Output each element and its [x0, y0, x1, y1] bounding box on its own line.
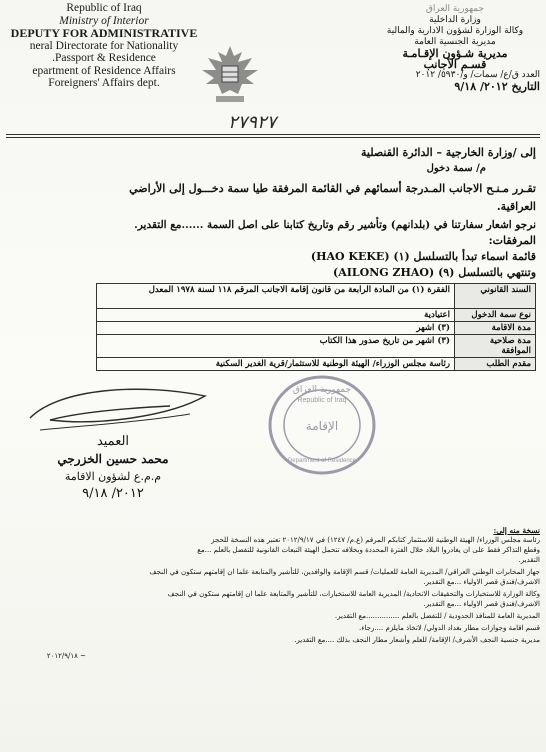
- svg-text:Department of Residence: Department of Residence: [287, 458, 357, 464]
- body-list-end: وتنتهي بالتسلسل (٩) (AILONG ZHAO): [332, 266, 536, 279]
- body-list-start: قائمة اسماء تبدأ بالتسلسل (١) (HAO KEKE): [310, 250, 536, 263]
- body-attachments: المرفقات:: [488, 234, 536, 247]
- header-en-line7: Foreigners' Affairs dept.: [48, 77, 160, 89]
- body-para1: تقـرر مـنـح الاجانب المـدرجة أسمائهم في القائمة المرفقة طيا سمة دخـــول إلى الأراضي: [129, 182, 536, 195]
- copy-to-line: مديرية جنسية النجف الأشرف/ الإقامة/ للعلم وأشعار مطار النجف بذلك ....مع التقدير.: [294, 636, 540, 644]
- table-label: مدة صلاحية الموافقة: [455, 335, 536, 358]
- visa-info-table: [96, 283, 536, 371]
- header-ar-line1: وزارة الداخلية: [429, 15, 481, 25]
- table-label: مقدم الطلب: [455, 358, 536, 371]
- table-value: (٣) اشهر من تاريخ صدور هذا الكتاب: [97, 335, 455, 358]
- copy-to-line: وكالة الوزارة للاستخبارات والتحقيقات الاتحادية/ المديرية العامة للاستخبارات، للتأشير والمتابعة علما ان إقامتهم ستكون في النجف: [167, 590, 540, 598]
- header-ar-line2: وكالة الوزارة لشؤون الادارية والمالية: [386, 26, 524, 36]
- header-ar-line4: مديرية شـؤون الإقـامـة: [402, 47, 508, 60]
- svg-text:جمهورية العراق: جمهورية العراق: [292, 385, 352, 395]
- copy-to-footer: ٢٠١٢/٩/١٨ ~: [46, 652, 86, 660]
- header-en-line5: .Passport & Residence: [52, 52, 156, 64]
- svg-text:الإقامة: الإقامة: [305, 419, 339, 433]
- svg-text:Republic of Iraq: Republic of Iraq: [297, 397, 347, 404]
- addressee-to: إلى /وزارة الخارجية – الدائرة القنصلية: [360, 146, 536, 159]
- copy-to-line: التقدير.: [518, 556, 540, 564]
- table-row: [97, 322, 536, 335]
- body-para1b: العراقية.: [496, 200, 536, 213]
- table-row: [97, 358, 536, 371]
- copy-to-line: قسم اقامة وجوازات مطار بغداد الدولي/ لاتخاذ مايلزم ....رجاء.: [359, 624, 540, 632]
- copy-to-heading: نسخة منه إلى:: [493, 526, 540, 535]
- table-row: [97, 335, 536, 358]
- header-en-line6: epartment of Residence Affairs: [32, 64, 176, 77]
- signature-title: العميد: [96, 434, 130, 449]
- table-value: الفقرة (١) من المادة الرابعة من قانون إقامة الاجانب المرقم ١١٨ لسنة ١٩٧٨ المعدل: [97, 284, 455, 309]
- handwritten-signature: [20, 378, 220, 438]
- header-en-line4: neral Directorate for Nationality: [29, 39, 179, 52]
- signature-name: محمد حسين الخزرجي: [57, 452, 169, 466]
- table-row: [97, 284, 536, 309]
- header-ar-number: العدد ق/ع/ سمات/ و/٥٩٣٠/ ٢٠١٢: [415, 70, 540, 80]
- copy-to-line: جهاز المخابرات الوطني العراقي/ المديرية العامة للعمليات/ قسم الإقامة والوافدين، للتأشير والمتابعة علما ان إقامتهم ستكون في النجف: [149, 568, 540, 576]
- table-value: اعتيادية: [97, 309, 455, 322]
- signature-date: ٢٠١٢/ ٩/١٨: [82, 486, 144, 501]
- header-ar-line3: مديرية الجنسية العامة: [414, 37, 496, 47]
- copy-to-line: المديرية العامة للمنافذ الحدودية / للتفضل بالعلم ...............مع التقدير.: [334, 612, 540, 620]
- table-value: (٣) اشهر: [97, 322, 455, 335]
- header-divider: [6, 134, 540, 138]
- addressee-subject: م/ سمة دخول: [426, 163, 486, 174]
- header-ar-date: التاريخ ٢٠١٢/ ٩/١٨: [454, 80, 540, 93]
- header-arabic: [370, 4, 540, 92]
- header-english: [4, 2, 204, 90]
- table-row: [97, 309, 536, 322]
- iraq-eagle-emblem: [198, 40, 262, 110]
- copy-to-line: رئاسة مجلس الوزراء/ الهيئة الوطنية للاستثمار كتابكم المرقم (ع.م/ ١٢٤٧) في ٢٠١٢/٩/١٧ تعتبر هذه النسخة للحجز: [211, 536, 540, 544]
- header-en-line3: DEPUTY FOR ADMINISTRATIVE: [10, 26, 198, 40]
- header-ar-line5: قسـم الأجانب: [423, 58, 487, 71]
- table-label: مدة الاقامة: [455, 322, 536, 335]
- handwritten-number: ٢٧٩٢٧: [228, 112, 277, 133]
- header-ar-top: جمهورية العراق: [425, 4, 485, 14]
- copy-to-line: الاشرف/فندق قصر الاولياء ...مع التقدير.: [423, 600, 540, 608]
- table-value: رئاسة مجلس الوزراء/ الهيئة الوطنية للاستثمار/قرية الغدير السكنية: [97, 358, 455, 371]
- table-label: السند القانوني: [455, 284, 536, 309]
- body-para2: نرجو اشعار سفارتنا في (بلدانهم) وتأشير رقم وتاريخ كتابنا على اصل السمة ......مع التقدير.: [134, 219, 536, 231]
- copy-to-line: الاشرف/فندق قصر الاولياء ...مع التقدير.: [423, 578, 540, 586]
- copy-to-line: وقطع التذاكر فقط على ان يغادروا البلاد خلال الفترة المحددة وبخلافه تتحمل الهيئة التبعات القانونية للتفضل بالعلم ...مع: [197, 546, 540, 554]
- table-label: نوع سمة الدخول: [455, 309, 536, 322]
- official-stamp: [262, 370, 382, 480]
- header-en-line2: Ministry of Interior: [59, 14, 149, 27]
- signature-position: م.م.ع لشؤون الاقامة: [64, 470, 162, 483]
- header-en-line1: Republic of Iraq: [66, 2, 142, 14]
